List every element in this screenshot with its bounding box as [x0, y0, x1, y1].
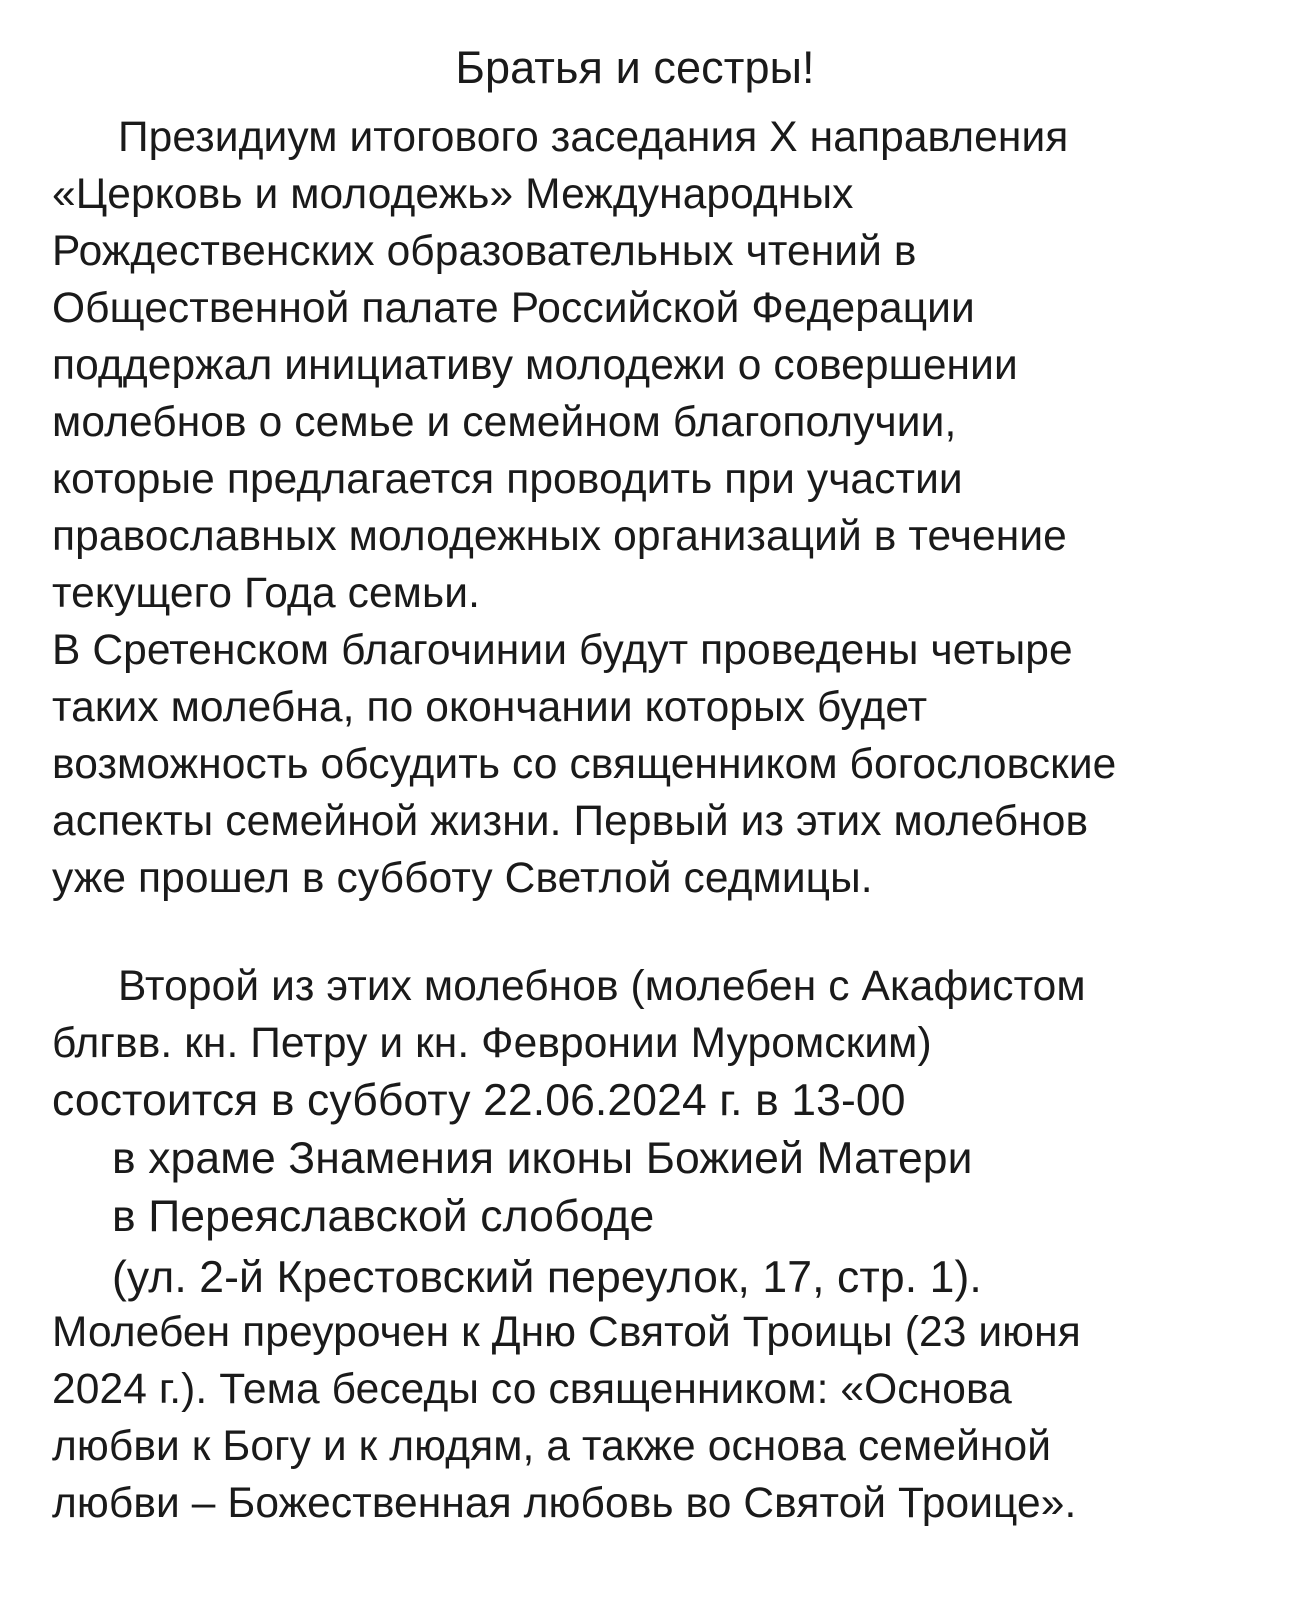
text-line: поддержал инициативу молодежи о совершении: [52, 342, 1018, 389]
page-title: Братья и сестры!: [455, 42, 815, 93]
text-line: аспекты семейной жизни. Первый из этих молебнов: [52, 798, 1089, 845]
text-line: в храме Знамения иконы Божией Матери: [112, 1134, 973, 1183]
text-line: Общественной палате Российской Федерации: [52, 285, 975, 332]
text-line: Рождественских образовательных чтений в: [52, 228, 917, 275]
text-line: В Сретенском благочинии будут проведены четыре: [52, 627, 1073, 674]
text-line: «Церковь и молодежь» Международных: [52, 171, 854, 218]
text-line: Президиум итогового заседания X направления: [118, 114, 1069, 161]
text-line: православных молодежных организаций в течение: [52, 513, 1067, 560]
text-line: молебнов о семье и семейном благополучии,: [52, 399, 957, 446]
text-line: возможность обсудить со священником богословские: [52, 741, 1117, 788]
text-line: уже прошел в субботу Светлой седмицы.: [52, 855, 873, 902]
text-line: текущего Года семьи.: [52, 570, 480, 617]
text-line: блгвв. кн. Петру и кн. Февронии Муромским): [52, 1020, 932, 1067]
text-line: Второй из этих молебнов (молебен с Акафистом: [118, 963, 1086, 1010]
text-line: любви к Богу и к людям, а также основа семейной: [52, 1423, 1052, 1470]
address-line: (ул. 2-й Крестовский переулок, 17, стр. 1).: [112, 1253, 982, 1302]
text-line: таких молебна, по окончании которых будет: [52, 684, 928, 731]
text-line: Молебен преурочен к Дню Святой Троицы (23 июня: [52, 1309, 1081, 1356]
text-line: которые предлагается проводить при участии: [52, 456, 963, 503]
text-line: 2024 г.). Тема беседы со священником: «Основа: [52, 1366, 1012, 1413]
event-date-line: состоится в субботу 22.06.2024 г. в 13-00: [52, 1076, 906, 1125]
text-line: любви – Божественная любовь во Святой Троице».: [52, 1480, 1077, 1527]
text-line: в Переяславской слободе: [112, 1192, 655, 1241]
